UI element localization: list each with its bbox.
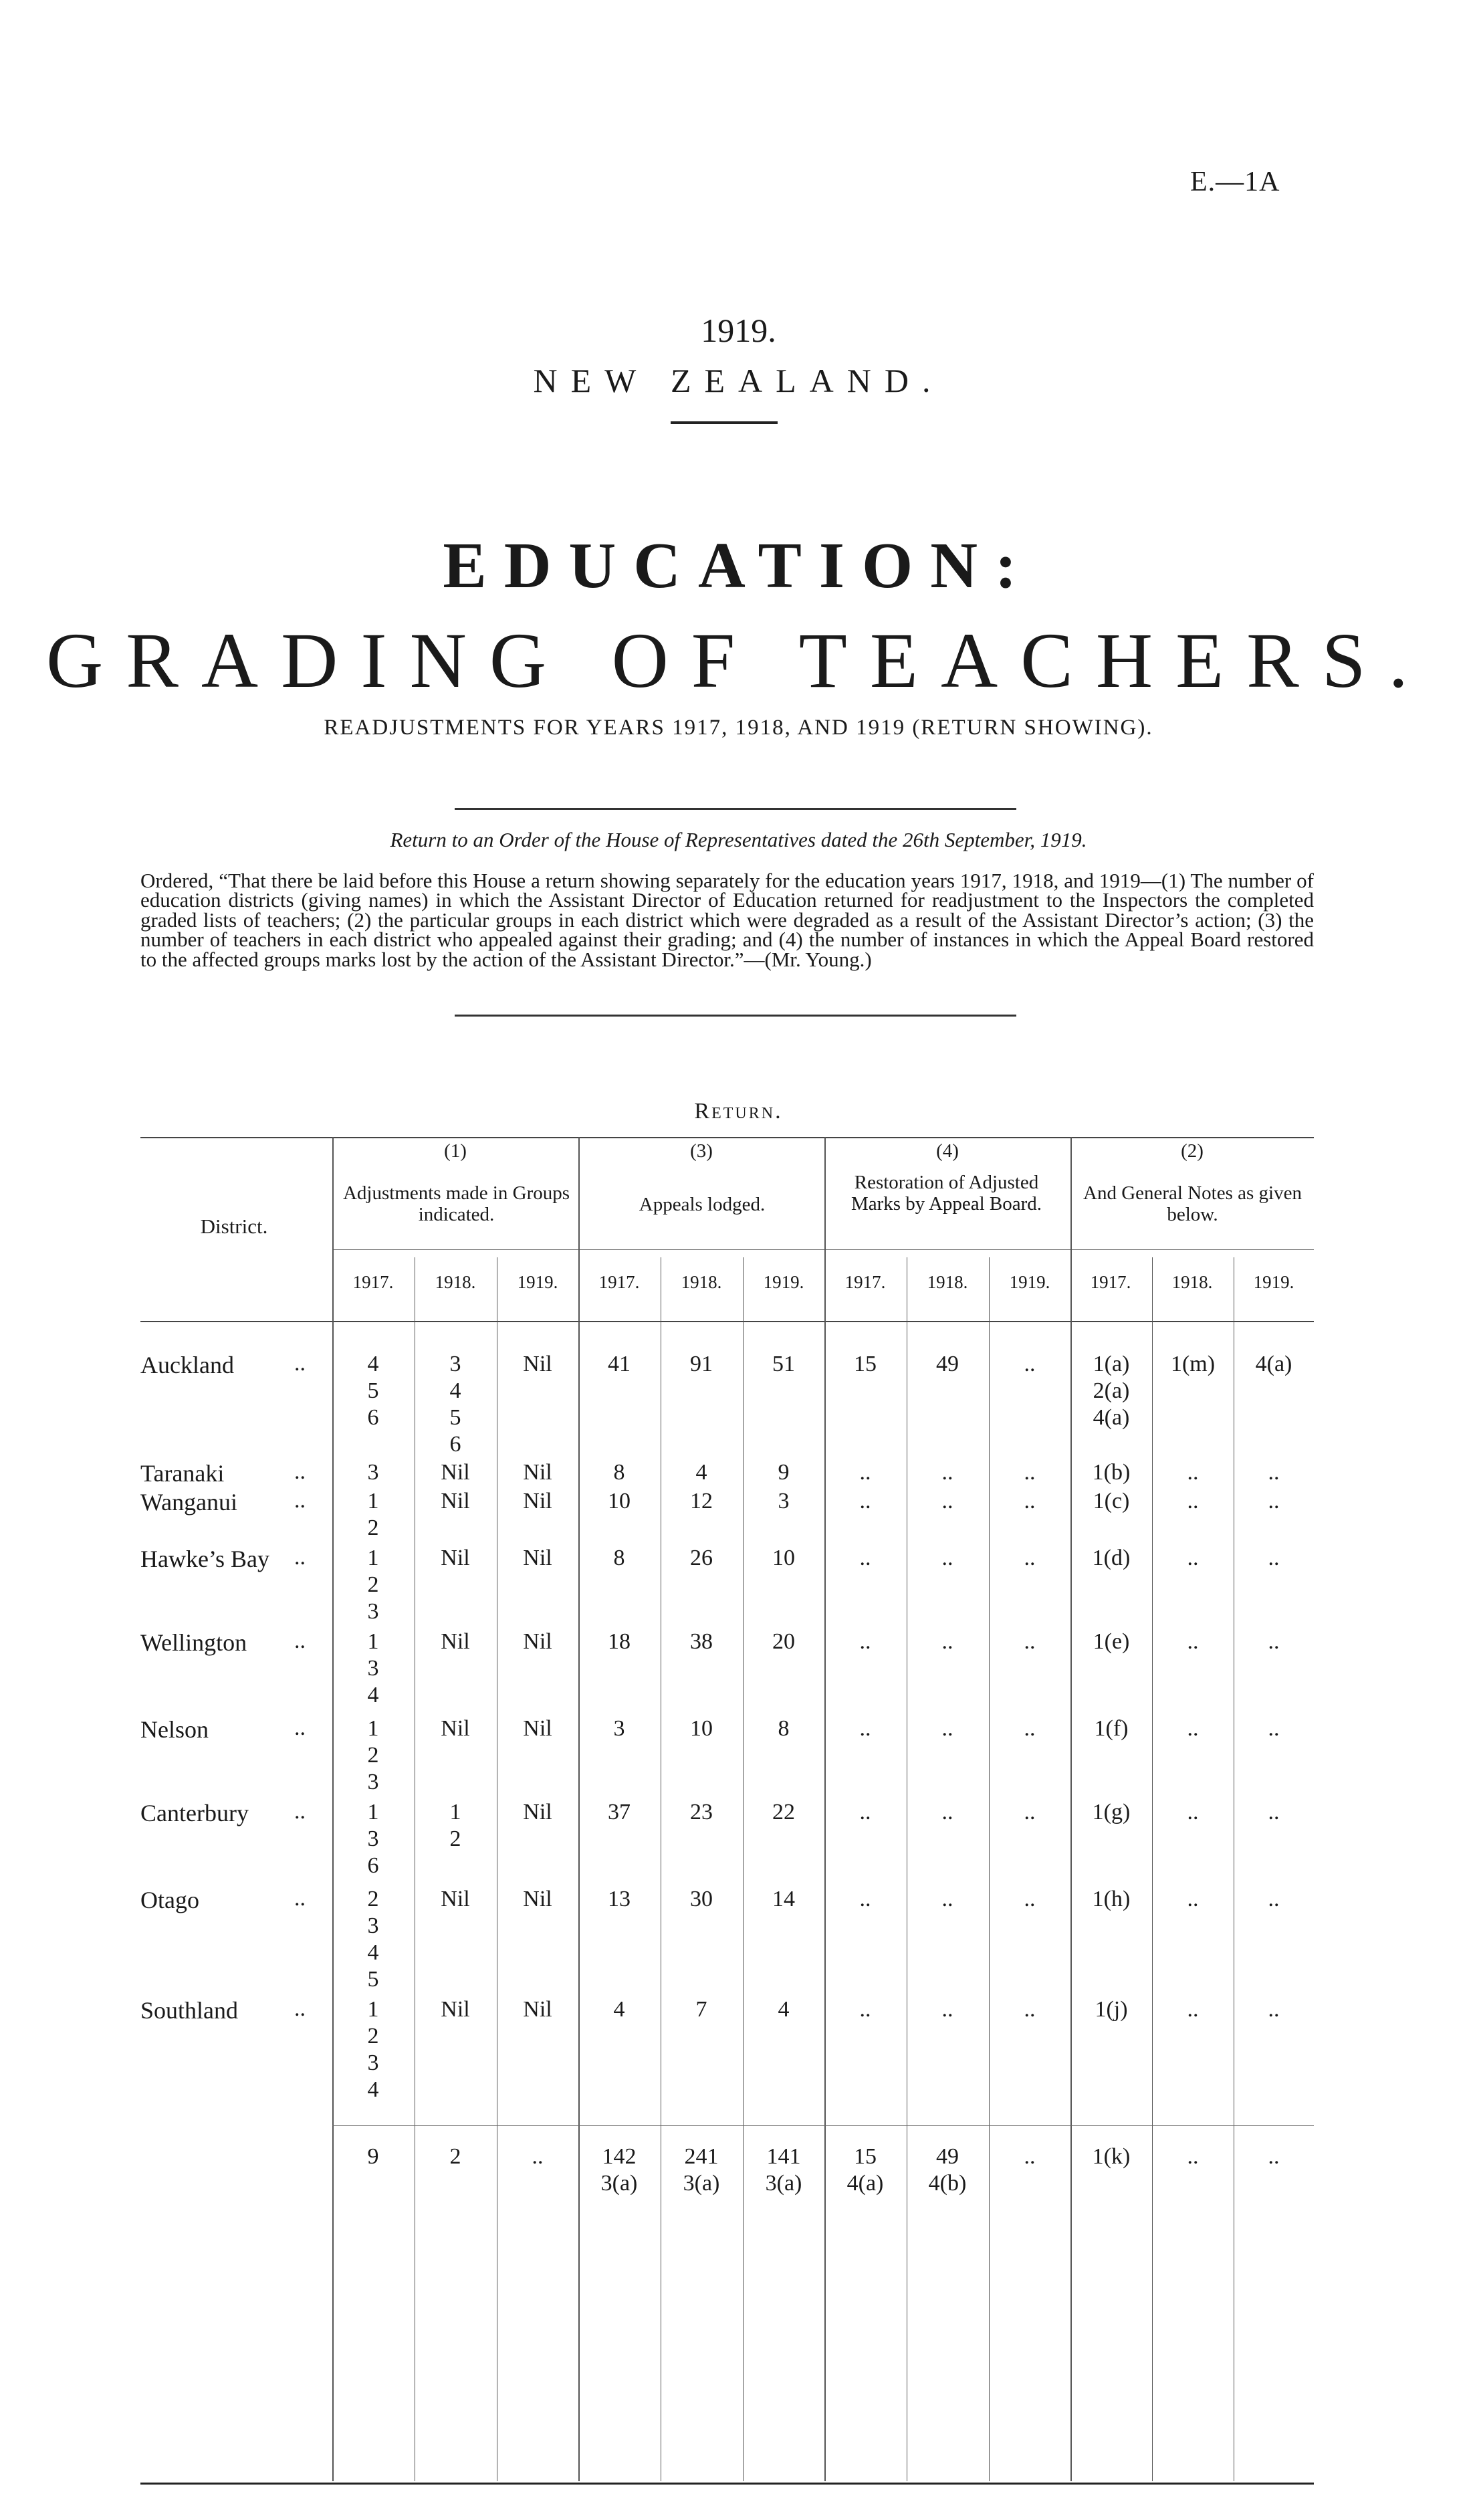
subsubtitle: READJUSTMENTS FOR YEARS 1917, 1918, AND 1919 (RETURN SHOWING). xyxy=(324,716,1153,740)
table-cell: .. xyxy=(1268,1800,1280,1824)
table-cell: 1(a) 2(a) 4(a) xyxy=(1093,1352,1130,1430)
table-cell: 23 xyxy=(690,1800,713,1824)
total-cell: 141 3(a) xyxy=(765,2144,802,2196)
table-cell: 8 xyxy=(613,1460,625,1485)
table-cell: .. xyxy=(1024,1887,1036,1911)
total-cell: 49 4(b) xyxy=(928,2144,967,2196)
leader-dots: .. xyxy=(294,1629,306,1653)
table-cell: 8 xyxy=(778,1716,790,1741)
group-2-label: And General Notes as given below. xyxy=(1083,1182,1302,1225)
return-heading: Return. xyxy=(694,1099,783,1124)
table-cell: 3 xyxy=(778,1489,790,1513)
total-cell: 15 4(a) xyxy=(846,2144,884,2196)
table-cell: 26 xyxy=(690,1546,713,1570)
table-cell: 1 2 xyxy=(449,1800,461,1851)
table-cell: Nil xyxy=(523,1629,552,1654)
leader-dots: .. xyxy=(294,1351,306,1376)
table-cell: .. xyxy=(1268,1997,1280,2022)
group-4-label: Restoration of Adjusted Marks by Appeal Board. xyxy=(850,1172,1042,1215)
year-header: 1918. xyxy=(435,1272,476,1292)
table-cell: 22 xyxy=(772,1800,795,1824)
total-cell: 1(k) xyxy=(1092,2144,1131,2169)
table-cell: .. xyxy=(1268,1460,1280,1485)
leader-dots: .. xyxy=(294,1459,306,1484)
group-1-label: Adjustments made in Groups indicated. xyxy=(342,1182,570,1225)
total-cell: 2 xyxy=(449,2144,461,2169)
table-cell: 1 2 3 xyxy=(367,1546,379,1624)
table-cell: 1(e) xyxy=(1093,1629,1130,1654)
total-cell: .. xyxy=(1024,2144,1036,2169)
table-cell: Nil xyxy=(441,1716,470,1741)
leader-dots: .. xyxy=(294,1715,306,1740)
table-cell: 91 xyxy=(690,1352,713,1376)
total-cell: .. xyxy=(532,2144,544,2169)
year-header: 1918. xyxy=(927,1272,968,1292)
district-name: Nelson xyxy=(140,1716,209,1743)
table-cell: 38 xyxy=(690,1629,713,1654)
table-cell: 14 xyxy=(772,1887,795,1911)
table-cell: .. xyxy=(1187,1887,1199,1911)
table-cell: 1(d) xyxy=(1092,1546,1131,1570)
table-cell: 4 xyxy=(695,1460,707,1485)
page-reference: E.—1A xyxy=(1190,167,1280,197)
total-cell: .. xyxy=(1268,2144,1280,2169)
table-cell: 1 2 3 xyxy=(367,1716,379,1794)
table-cell: .. xyxy=(1024,1629,1036,1654)
district-name: Southland xyxy=(140,1997,239,2024)
table-cell: 41 xyxy=(608,1352,631,1376)
table-cell: .. xyxy=(859,1629,871,1654)
group-1-number: (1) xyxy=(444,1140,467,1162)
table-cell: .. xyxy=(1187,1546,1199,1570)
country-heading: NEW ZEALAND. xyxy=(533,362,944,399)
table-cell: 12 xyxy=(690,1489,713,1513)
year-header: 1919. xyxy=(1009,1272,1050,1292)
table-cell: .. xyxy=(859,1489,871,1513)
table-cell: .. xyxy=(941,1460,953,1485)
divider-top xyxy=(455,808,1016,810)
year-header: 1919. xyxy=(517,1272,558,1292)
return-order-line: Return to an Order of the House of Representatives dated the 26th September, 1919. xyxy=(390,828,1087,851)
order-paragraph: Ordered, “That there be laid before this House a return showing separately for the education years 1917, 1918, and 1919—(1) The number of education districts (giving names) in which the Assistant Director of Education returned for readjustment to the Inspectors the completed graded lists of teachers; (2) the particular groups in each district which were degraded as a result of the Assistant Director’s action; (3) the number of teachers in each district who appealed against their grading; and (4) the number of instances in which the Appeal Board restored to the affected groups marks lost by the action of the Assistant Director.”—(Mr. Young.) xyxy=(140,869,1314,971)
district-name: Taranaki xyxy=(140,1460,225,1487)
year-header: 1917. xyxy=(598,1272,640,1292)
table-cell: Nil xyxy=(523,1460,552,1485)
total-cell: 142 3(a) xyxy=(600,2144,638,2196)
table-cell: 3 xyxy=(613,1716,625,1741)
table-cell: 4 xyxy=(613,1997,625,2022)
table-cell: 20 xyxy=(772,1629,795,1654)
table-cell: 10 xyxy=(772,1546,795,1570)
table-cell: 9 xyxy=(778,1460,790,1485)
group-3-number: (3) xyxy=(690,1140,713,1162)
year-header: 1919. xyxy=(763,1272,804,1292)
table-cell: Nil xyxy=(523,1716,552,1741)
table-cell: .. xyxy=(1187,1489,1199,1513)
year-header: 1917. xyxy=(352,1272,394,1292)
table-cell: 1(j) xyxy=(1095,1997,1128,2022)
table-cell: .. xyxy=(859,1800,871,1824)
year-header: 1918. xyxy=(1171,1272,1213,1292)
table-cell: .. xyxy=(1268,1546,1280,1570)
table-cell: .. xyxy=(941,1887,953,1911)
table-cell: .. xyxy=(941,1629,953,1654)
table-cell: 1(b) xyxy=(1092,1460,1131,1485)
table-cell: 15 xyxy=(854,1352,877,1376)
table-cell: Nil xyxy=(523,1546,552,1570)
table-cell: 4(a) xyxy=(1255,1352,1292,1376)
district-name: Otago xyxy=(140,1887,199,1913)
divider-bottom xyxy=(455,1015,1016,1017)
table-cell: .. xyxy=(859,1546,871,1570)
leader-dots: .. xyxy=(294,1545,306,1570)
table-cell: .. xyxy=(1024,1716,1036,1741)
table-cell: 2 3 4 5 xyxy=(367,1887,379,1992)
table-cell: Nil xyxy=(441,1460,470,1485)
table-cell: 7 xyxy=(695,1997,707,2022)
totals-rule xyxy=(332,2125,1314,2126)
table-cell: 1 3 4 xyxy=(367,1629,379,1707)
table-cell: .. xyxy=(941,1716,953,1741)
column-rule xyxy=(743,1257,744,2481)
table-cell: .. xyxy=(1024,1460,1036,1485)
table-top-rule xyxy=(140,1137,1314,1138)
table-cell: .. xyxy=(1024,1352,1036,1376)
document-year: 1919. xyxy=(701,312,776,349)
table-cell: Nil xyxy=(523,1352,552,1376)
table-cell: .. xyxy=(941,1997,953,2022)
table-cell: .. xyxy=(1187,1716,1199,1741)
table-cell: .. xyxy=(1268,1489,1280,1513)
table-cell: 18 xyxy=(608,1629,631,1654)
table-cell: 10 xyxy=(690,1716,713,1741)
leader-dots: .. xyxy=(294,1886,306,1911)
table-cell: 1(f) xyxy=(1094,1716,1129,1741)
total-cell: 241 3(a) xyxy=(683,2144,720,2196)
year-header: 1918. xyxy=(681,1272,722,1292)
table-cell: 37 xyxy=(608,1800,631,1824)
table-cell: .. xyxy=(859,1460,871,1485)
district-name: Wellington xyxy=(140,1629,247,1656)
year-header: 1919. xyxy=(1253,1272,1294,1292)
table-cell: .. xyxy=(941,1800,953,1824)
table-cell: 1 3 6 xyxy=(367,1800,379,1878)
table-cell: .. xyxy=(1268,1629,1280,1654)
table-cell: 1(m) xyxy=(1170,1352,1216,1376)
header-bottom-rule xyxy=(140,1321,1314,1322)
table-cell: Nil xyxy=(523,1887,552,1911)
year-header: 1917. xyxy=(1090,1272,1131,1292)
column-rule xyxy=(989,1257,990,2481)
table-cell: .. xyxy=(1268,1887,1280,1911)
district-name: Canterbury xyxy=(140,1800,249,1826)
table-cell: .. xyxy=(1187,1800,1199,1824)
district-name: Hawke’s Bay xyxy=(140,1546,269,1572)
table-cell: 3 4 5 6 xyxy=(449,1352,461,1457)
table-cell: .. xyxy=(1187,1460,1199,1485)
district-name: Wanganui xyxy=(140,1489,238,1515)
leader-dots: .. xyxy=(294,1488,306,1513)
table-cell: .. xyxy=(1024,1997,1036,2022)
table-cell: 3 xyxy=(367,1460,379,1485)
table-cell: 51 xyxy=(772,1352,795,1376)
table-cell: 1(h) xyxy=(1092,1887,1131,1911)
table-cell: Nil xyxy=(441,1887,470,1911)
table-cell: 8 xyxy=(613,1546,625,1570)
leader-dots: .. xyxy=(294,1799,306,1824)
group-2-number: (2) xyxy=(1181,1140,1204,1162)
table-cell: Nil xyxy=(523,1489,552,1513)
table-cell: .. xyxy=(1268,1716,1280,1741)
table-cell: Nil xyxy=(441,1997,470,2022)
table-bottom-rule xyxy=(140,2483,1314,2485)
table-cell: 10 xyxy=(608,1489,631,1513)
table-cell: 49 xyxy=(936,1352,959,1376)
table-cell: .. xyxy=(859,1997,871,2022)
table-cell: 30 xyxy=(690,1887,713,1911)
table-cell: 1 2 3 4 xyxy=(367,1997,379,2102)
district-column-header: District. xyxy=(200,1215,268,1238)
subtitle: GRADING OF TEACHERS. xyxy=(46,617,1431,704)
leader-dots: .. xyxy=(294,1996,306,2021)
table-cell: 4 5 6 xyxy=(367,1352,379,1430)
district-name: Auckland xyxy=(140,1352,234,1378)
table-cell: .. xyxy=(941,1546,953,1570)
table-cell: .. xyxy=(859,1716,871,1741)
header-rule xyxy=(671,421,778,424)
table-cell: .. xyxy=(1187,1629,1199,1654)
table-cell: Nil xyxy=(441,1489,470,1513)
table-cell: 1(g) xyxy=(1092,1800,1131,1824)
table-cell: Nil xyxy=(441,1629,470,1654)
table-cell: 1 2 xyxy=(367,1489,379,1540)
table-cell: 4 xyxy=(778,1997,790,2022)
table-cell: .. xyxy=(941,1489,953,1513)
column-rule xyxy=(1152,1257,1153,2481)
table-cell: .. xyxy=(1024,1546,1036,1570)
group-header-rule xyxy=(332,1249,1314,1250)
total-cell: 9 xyxy=(367,2144,379,2169)
main-title: EDUCATION: xyxy=(443,530,1034,602)
table-cell: .. xyxy=(859,1887,871,1911)
table-cell: .. xyxy=(1187,1997,1199,2022)
group-4-number: (4) xyxy=(936,1140,959,1162)
table-cell: .. xyxy=(1024,1800,1036,1824)
table-cell: Nil xyxy=(523,1997,552,2022)
table-cell: .. xyxy=(1024,1489,1036,1513)
year-header: 1917. xyxy=(844,1272,886,1292)
group-3-label: Appeals lodged. xyxy=(639,1194,766,1215)
table-cell: Nil xyxy=(441,1546,470,1570)
table-cell: Nil xyxy=(523,1800,552,1824)
total-cell: .. xyxy=(1187,2144,1199,2169)
table-cell: 1(c) xyxy=(1093,1489,1130,1513)
table-cell: 13 xyxy=(608,1887,631,1911)
